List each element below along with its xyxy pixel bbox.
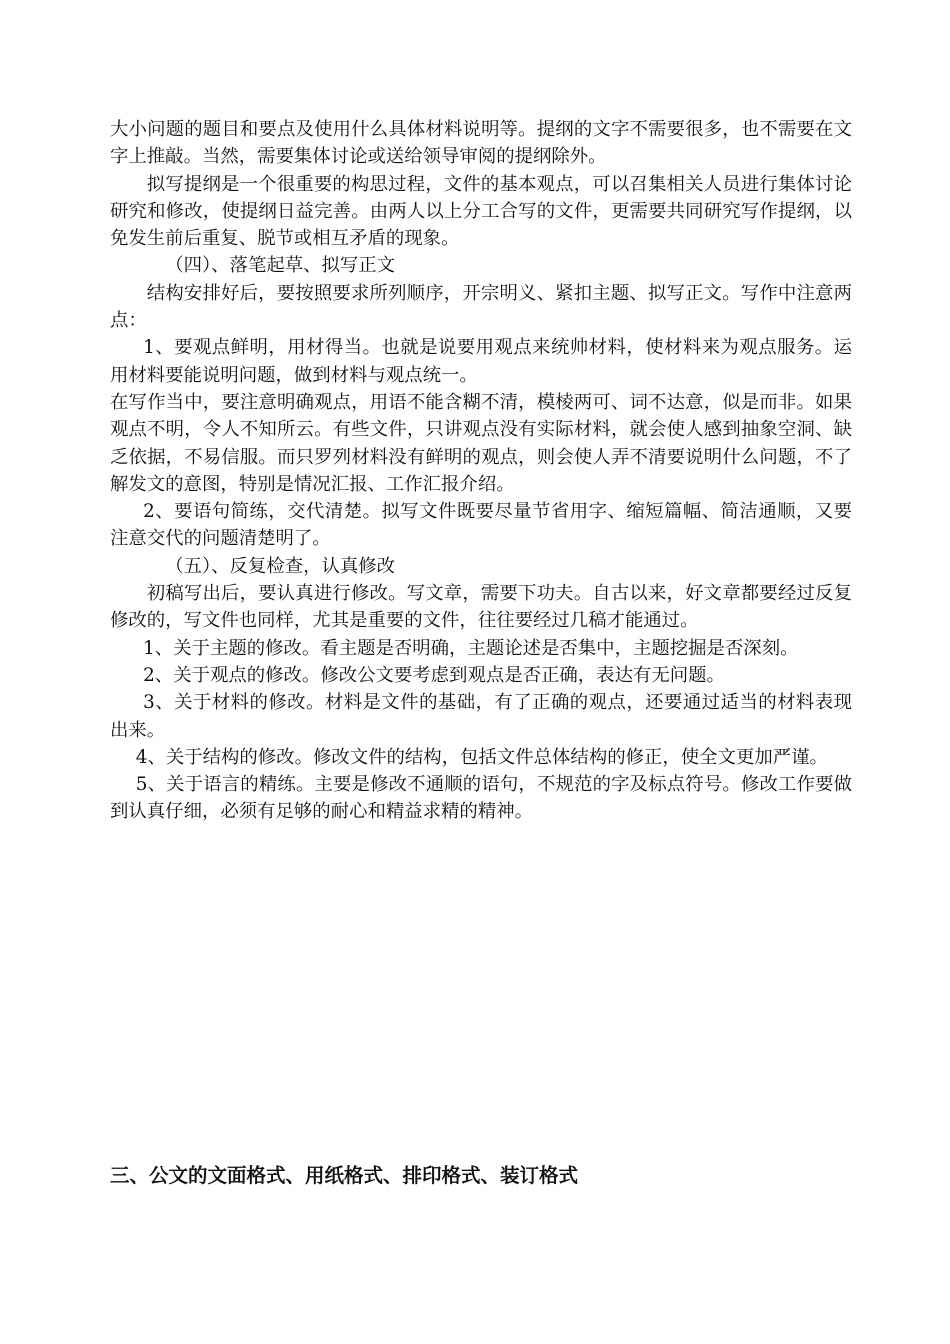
paragraph-outline-drafting: 拟写提纲是一个很重要的构思过程，文件的基本观点，可以召集相关人员进行集体讨论研究和修改，使提纲日益完善。由两人以上分工合写的文件，更需要共同研究写作提纲，以免发生前后重复、脱节或相互矛盾的现象。 [110, 173, 852, 250]
paragraph-point-one: 1、要观点鲜明，用材得当。也就是说要用观点来统帅材料，使材料来为观点服务。运用材料要能说明问题，做到材料与观点统一。 [110, 337, 852, 386]
paragraph-structure-arrangement: 结构安排好后，要按照要求所列顺序，开宗明义、紧扣主题、拟写正文。写作中注意两点： [110, 282, 852, 332]
paragraph-revise-structure: 4、关于结构的修改。修改文件的结构，包括文件总体结构的修正，使全文更加严谨。 [135, 746, 828, 768]
subheading-step-four: （四）、落笔起草、拟写正文 [165, 255, 396, 277]
paragraph-revise-viewpoint: 2、关于观点的修改。修改公文要考虑到观点是否正确，表达有无问题。 [143, 664, 725, 686]
document-body [110, 116, 852, 826]
paragraph-revise-theme: 1、关于主题的修改。看主题是否明确，主题论述是否集中，主题挖掘是否深刻。 [143, 637, 799, 659]
paragraph-outline-wording: 大小问题的题目和要点及使用什么具体材料说明等。提纲的文字不需要很多，也不需要在文字上推敲。当然，需要集体讨论或送给领导审阅的提纲除外。 [110, 119, 852, 168]
paragraph-clear-viewpoint: 在写作当中，要注意明确观点，用语不能含糊不清，模棱两可、词不达意，似是而非。如果观点不明，令人不知所云。有些文件，只讲观点没有实际材料，就会使人感到抽象空洞、缺乏依据，不易信服。而只罗列材料没有鲜明的观点，则会使人弄不清要说明什么问题，不了解发文的意图，特别是情况汇报、工作汇报介绍。 [110, 391, 852, 495]
paragraph-point-two: 2、要语句简练，交代清楚。拟写文件既要尽量节省用字、缩短篇幅、简洁通顺，又要注意交代的问题清楚明了。 [110, 501, 852, 550]
section-heading: 三、公文的文面格式、用纸格式、排印格式、装订格式 [110, 1164, 579, 1187]
paragraph-revise-material: 3、关于材料的修改。材料是文件的基础，有了正确的观点，还要通过适当的材料表现出来。 [110, 692, 852, 741]
subheading-step-five: （五）、反复检查，认真修改 [165, 555, 396, 577]
paragraph-revision-intro: 初稿写出后，要认真进行修改。写文章，需要下功夫。自古以来，好文章都要经过反复修改的，写文件也同样，尤其是重要的文件，往往要经过几稿才能通过。 [110, 583, 852, 632]
paragraph-revise-language: 5、关于语言的精练。主要是修改不通顺的语句，不规范的字及标点符号。修改工作要做到认真仔细，必须有足够的耐心和精益求精的精神。 [110, 774, 852, 823]
